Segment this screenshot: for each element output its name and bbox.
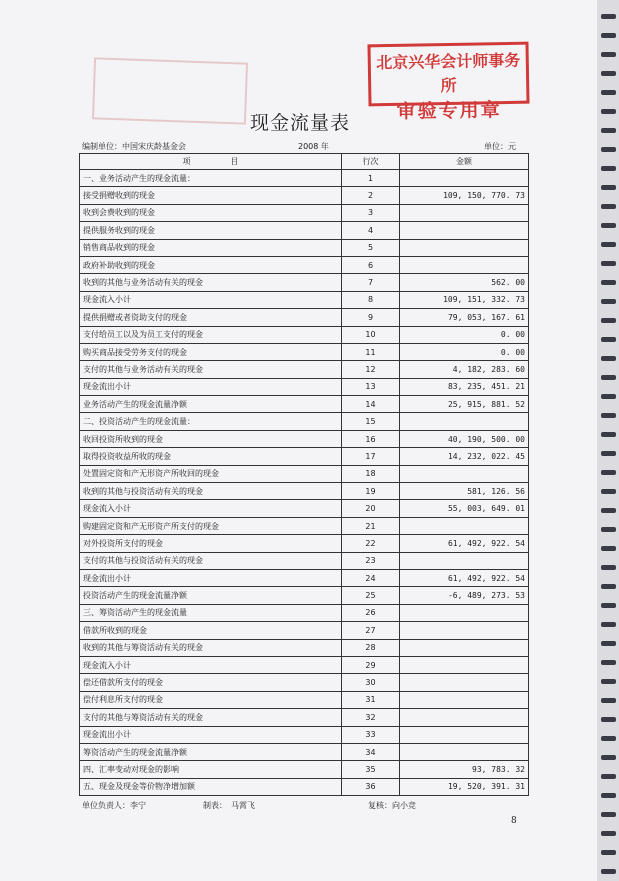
table-row: [80, 691, 529, 708]
row-amount: [400, 709, 529, 726]
row-item: 偿付利息所支付的现金: [80, 691, 342, 708]
table-row: [80, 396, 529, 413]
row-item: 现金流出小计: [80, 726, 342, 743]
row-number: 15: [342, 413, 400, 430]
binding-coil: [601, 394, 616, 399]
binding-coil: [601, 242, 616, 247]
row-amount: 581, 126. 56: [400, 483, 529, 500]
row-amount: 0. 00: [400, 326, 529, 343]
row-amount: [400, 413, 529, 430]
binding-coil: [601, 166, 616, 171]
binding-coil: [601, 185, 616, 190]
row-number: 10: [342, 326, 400, 343]
binding-coil: [601, 812, 616, 817]
row-amount: [400, 222, 529, 239]
binding-coil: [601, 660, 616, 665]
audit-seal-stamp: [367, 42, 529, 123]
row-number: 12: [342, 361, 400, 378]
table-row: [80, 726, 529, 743]
footer-preparer: 制表： 马霄飞: [203, 801, 255, 810]
binding-coil: [601, 850, 616, 855]
table-row: [80, 778, 529, 795]
report-year: 2008 年: [298, 142, 329, 151]
table-row: [80, 291, 529, 308]
row-number: 5: [342, 239, 400, 256]
table-row: [80, 187, 529, 204]
binding-coil: [601, 755, 616, 760]
table-row: [80, 587, 529, 604]
binding-coil: [601, 356, 616, 361]
row-number: 33: [342, 726, 400, 743]
row-item: 取得投资收益所收的现金: [80, 448, 342, 465]
binding-coil: [601, 223, 616, 228]
table-row: [80, 761, 529, 778]
header-row-no: 行次: [342, 154, 400, 170]
row-amount: 79, 053, 167. 61: [400, 309, 529, 326]
row-item: 处置固定资和产无形资产所收回的现金: [80, 465, 342, 482]
row-number: 21: [342, 517, 400, 534]
header-item: 项 目: [80, 154, 342, 170]
row-amount: 61, 492, 922. 54: [400, 535, 529, 552]
row-amount: [400, 622, 529, 639]
binding-coil: [601, 451, 616, 456]
binding-coil: [601, 261, 616, 266]
binding-coil: [601, 527, 616, 532]
row-amount: 25, 915, 881. 52: [400, 396, 529, 413]
row-item: 收到的其他与筹资活动有关的现金: [80, 639, 342, 656]
binding-coil: [601, 204, 616, 209]
row-item: 购建固定资和产无形资产所支付的现金: [80, 517, 342, 534]
row-amount: 14, 232, 022. 45: [400, 448, 529, 465]
row-number: 25: [342, 587, 400, 604]
row-item: 支付的其他与筹资活动有关的现金: [80, 709, 342, 726]
row-item: 现金流入小计: [80, 656, 342, 673]
binding-coil: [601, 71, 616, 76]
row-amount: [400, 465, 529, 482]
row-item: 五、现金及现金等价物净增加额: [80, 778, 342, 795]
binding-coil: [601, 280, 616, 285]
row-amount: 562. 00: [400, 274, 529, 291]
binding-coil: [601, 831, 616, 836]
binding-coil: [601, 774, 616, 779]
row-amount: 109, 150, 770. 73: [400, 187, 529, 204]
row-amount: [400, 691, 529, 708]
table-row: [80, 569, 529, 586]
row-number: 8: [342, 291, 400, 308]
table-row: [80, 656, 529, 673]
binding-coil: [601, 337, 616, 342]
table-header-row: [80, 154, 529, 170]
row-item: 收到的其他与业务活动有关的现金: [80, 274, 342, 291]
row-item: 提供捐赠或者资助支付的现金: [80, 309, 342, 326]
binding-coil: [601, 736, 616, 741]
stamp-line-2: 审验专用章: [396, 99, 502, 123]
footer-head: 单位负责人：李宁: [82, 801, 146, 810]
row-amount: [400, 204, 529, 221]
table-row: [80, 535, 529, 552]
row-amount: [400, 170, 529, 187]
row-number: 29: [342, 656, 400, 673]
row-item: 现金流出小计: [80, 569, 342, 586]
row-amount: 40, 190, 500. 00: [400, 430, 529, 447]
row-number: 9: [342, 309, 400, 326]
row-number: 3: [342, 204, 400, 221]
row-item: 购买商品接受劳务支付的现金: [80, 343, 342, 360]
binding-coil: [601, 14, 616, 19]
row-number: 7: [342, 274, 400, 291]
table-row: [80, 622, 529, 639]
row-number: 36: [342, 778, 400, 795]
row-item: 业务活动产生的现金流量净额: [80, 396, 342, 413]
table-row: [80, 500, 529, 517]
row-number: 20: [342, 500, 400, 517]
row-item: 一、业务活动产生的现金流量：: [80, 170, 342, 187]
table-row: [80, 274, 529, 291]
cash-flow-table: [79, 153, 529, 796]
table-row: [80, 430, 529, 447]
row-amount: [400, 552, 529, 569]
binding-coil: [601, 641, 616, 646]
footer-reviewer: 复核：向小竞: [368, 801, 416, 810]
row-amount: 109, 151, 332. 73: [400, 291, 529, 308]
row-item: 投资活动产生的现金流量净额: [80, 587, 342, 604]
row-number: 27: [342, 622, 400, 639]
row-number: 11: [342, 343, 400, 360]
table-row: [80, 378, 529, 395]
binding-coil: [601, 679, 616, 684]
binding-coil: [601, 508, 616, 513]
row-number: 1: [342, 170, 400, 187]
row-number: 31: [342, 691, 400, 708]
row-item: 二、投资活动产生的现金流量：: [80, 413, 342, 430]
table-row: [80, 170, 529, 187]
binding-coil: [601, 432, 616, 437]
table-row: [80, 639, 529, 656]
table-row: [80, 448, 529, 465]
row-number: 18: [342, 465, 400, 482]
binding-coil: [601, 698, 616, 703]
table-row: [80, 483, 529, 500]
binding-coil: [601, 318, 616, 323]
row-number: 30: [342, 674, 400, 691]
row-item: 现金流入小计: [80, 500, 342, 517]
row-item: 现金流出小计: [80, 378, 342, 395]
row-item: 收到的其他与投资活动有关的现金: [80, 483, 342, 500]
row-item: 四、汇率变动对现金的影响: [80, 761, 342, 778]
row-number: 14: [342, 396, 400, 413]
row-number: 23: [342, 552, 400, 569]
table-row: [80, 413, 529, 430]
row-amount: 19, 520, 391. 31: [400, 778, 529, 795]
header-amount: 金额: [400, 154, 529, 170]
binding-coil: [601, 546, 616, 551]
row-item: 支付的其他与业务活动有关的现金: [80, 361, 342, 378]
row-item: 政府补助收到的现金: [80, 256, 342, 273]
table-row: [80, 674, 529, 691]
table-row: [80, 343, 529, 360]
table-row: [80, 465, 529, 482]
row-amount: 61, 492, 922. 54: [400, 569, 529, 586]
page-title: 现金流量表: [249, 112, 350, 134]
row-item: 收回投资所收到的现金: [80, 430, 342, 447]
row-item: 接受捐赠收到的现金: [80, 187, 342, 204]
row-number: 34: [342, 743, 400, 760]
row-number: 26: [342, 604, 400, 621]
binding-coil: [601, 52, 616, 57]
row-amount: [400, 517, 529, 534]
row-item: 对外投资所支付的现金: [80, 535, 342, 552]
table-row: [80, 222, 529, 239]
row-amount: 83, 235, 451. 21: [400, 378, 529, 395]
row-number: 22: [342, 535, 400, 552]
row-amount: 4, 182, 283. 60: [400, 361, 529, 378]
binding-coil: [601, 584, 616, 589]
row-number: 6: [342, 256, 400, 273]
row-amount: [400, 656, 529, 673]
table-row: [80, 552, 529, 569]
table-row: [80, 326, 529, 343]
stamp-line-1: 北京兴华会计师事务所: [376, 50, 521, 96]
binding-coil: [601, 413, 616, 418]
row-amount: [400, 743, 529, 760]
row-number: 2: [342, 187, 400, 204]
row-item: 支付给员工以及为员工支付的现金: [80, 326, 342, 343]
row-number: 32: [342, 709, 400, 726]
row-amount: [400, 256, 529, 273]
binding-coil: [601, 90, 616, 95]
row-item: 现金流入小计: [80, 291, 342, 308]
binding-coil: [601, 375, 616, 380]
table-row: [80, 309, 529, 326]
table-row: [80, 743, 529, 760]
row-amount: 55, 003, 649. 01: [400, 500, 529, 517]
currency-unit: 单位：元: [484, 142, 516, 151]
binding-coil: [601, 147, 616, 152]
table-row: [80, 709, 529, 726]
row-item: 支付的其他与投资活动有关的现金: [80, 552, 342, 569]
spiral-binding: [597, 0, 619, 881]
row-amount: [400, 726, 529, 743]
row-item: 偿还借款所支付的现金: [80, 674, 342, 691]
binding-coil: [601, 793, 616, 798]
row-number: 19: [342, 483, 400, 500]
row-number: 4: [342, 222, 400, 239]
binding-coil: [601, 603, 616, 608]
row-number: 35: [342, 761, 400, 778]
table-row: [80, 204, 529, 221]
binding-coil: [601, 470, 616, 475]
preparing-unit: 编制单位：中国宋庆龄基金会: [82, 142, 186, 151]
row-number: 28: [342, 639, 400, 656]
table-row: [80, 256, 529, 273]
binding-coil: [601, 869, 616, 874]
row-item: 三、筹资活动产生的现金流量: [80, 604, 342, 621]
row-amount: [400, 674, 529, 691]
table-row: [80, 361, 529, 378]
row-item: 销售商品收到的现金: [80, 239, 342, 256]
binding-coil: [601, 128, 616, 133]
row-amount: [400, 604, 529, 621]
page-number: 8: [511, 816, 517, 826]
table-row: [80, 604, 529, 621]
binding-coil: [601, 33, 616, 38]
row-number: 24: [342, 569, 400, 586]
row-amount: [400, 239, 529, 256]
row-item: 提供服务收到的现金: [80, 222, 342, 239]
row-item: 借款所收到的现金: [80, 622, 342, 639]
table-row: [80, 517, 529, 534]
row-amount: 0. 00: [400, 343, 529, 360]
row-amount: -6, 489, 273. 53: [400, 587, 529, 604]
row-item: 收到会费收到的现金: [80, 204, 342, 221]
row-number: 13: [342, 378, 400, 395]
binding-coil: [601, 299, 616, 304]
binding-coil: [601, 565, 616, 570]
row-number: 17: [342, 448, 400, 465]
binding-coil: [601, 622, 616, 627]
binding-coil: [601, 489, 616, 494]
table-row: [80, 239, 529, 256]
row-number: 16: [342, 430, 400, 447]
row-item: 筹资活动产生的现金流量净额: [80, 743, 342, 760]
binding-coil: [601, 717, 616, 722]
row-amount: 93, 783. 32: [400, 761, 529, 778]
row-amount: [400, 639, 529, 656]
binding-coil: [601, 109, 616, 114]
